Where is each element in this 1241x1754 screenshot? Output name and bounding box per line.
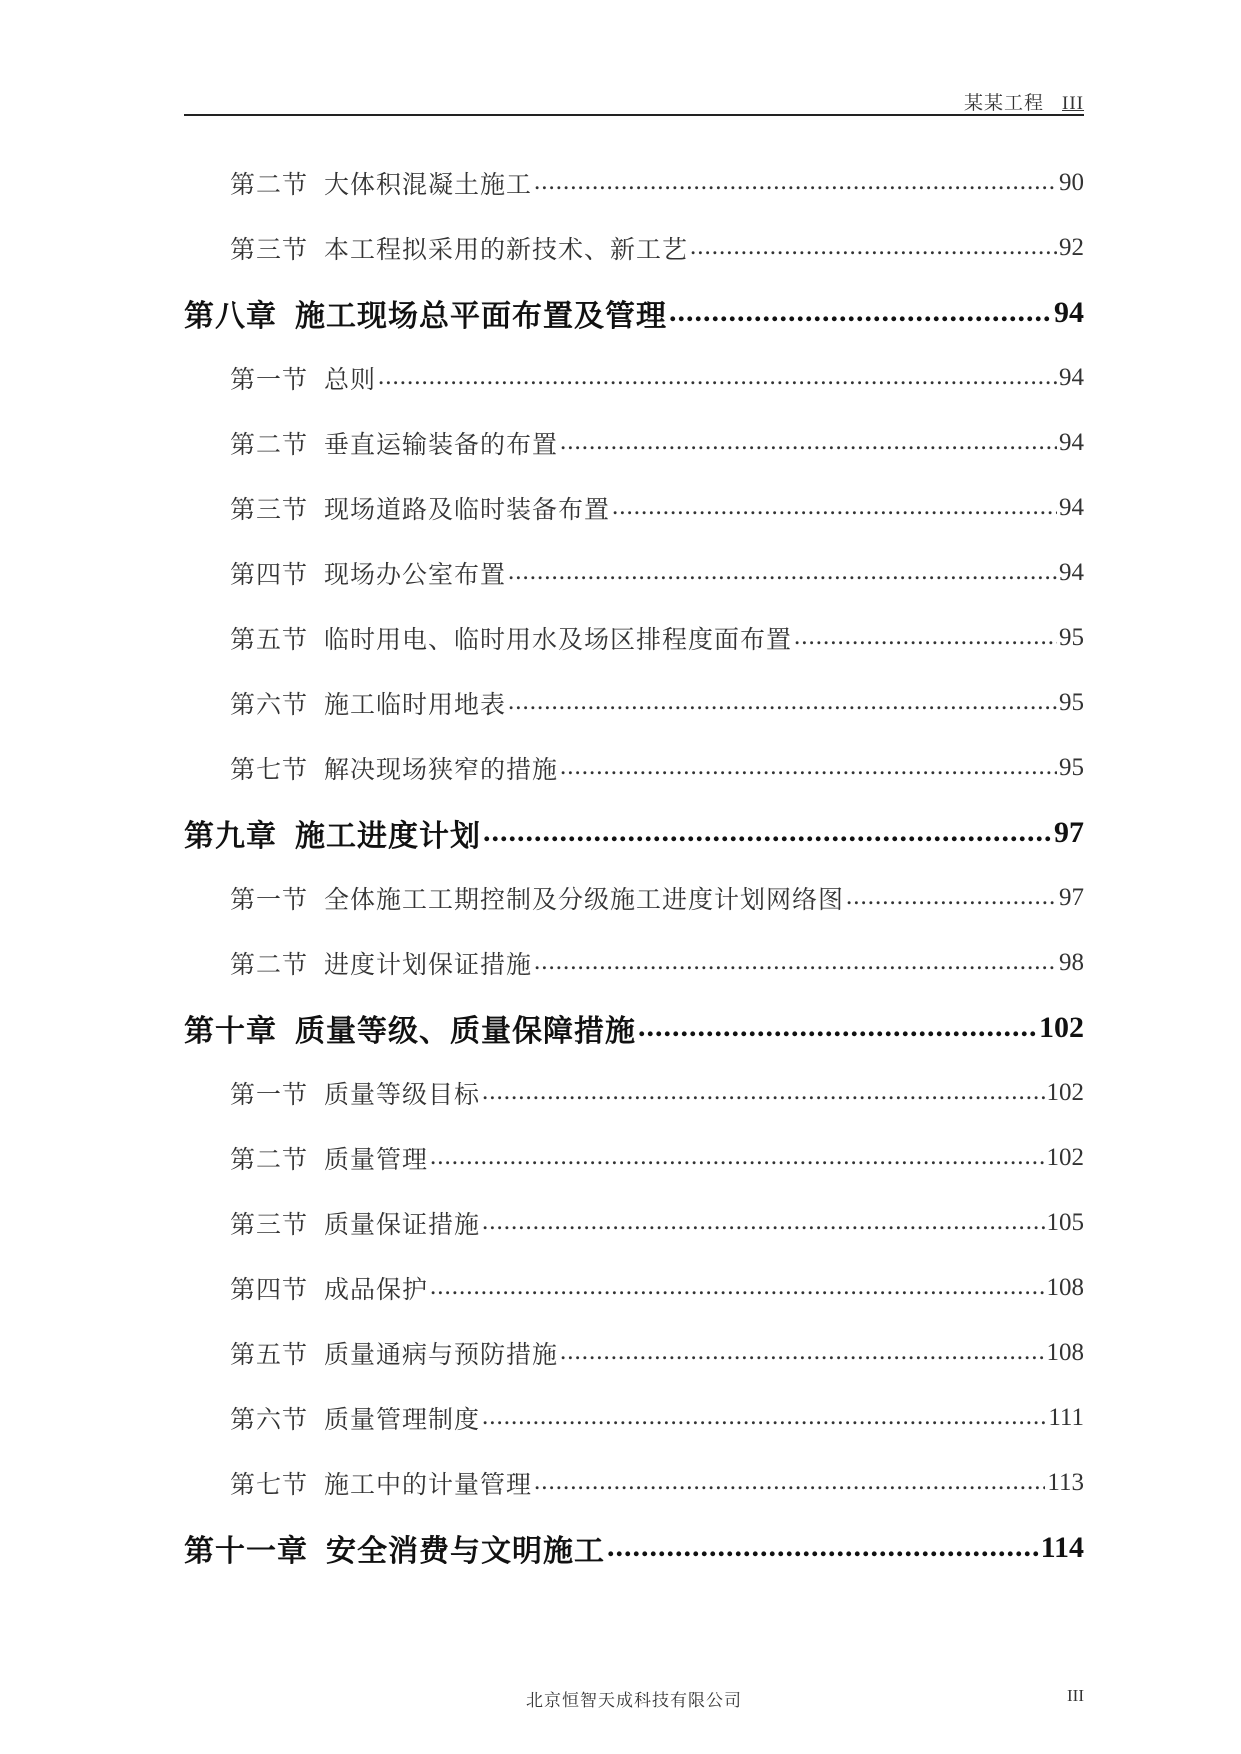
- toc-section-entry[interactable]: [184, 1255, 1084, 1320]
- toc-dot-leader: [638, 1010, 1037, 1045]
- toc-entry-number: 第一节: [230, 364, 309, 394]
- toc-entry-title: 质量等级、质量保障措施: [295, 1013, 636, 1049]
- toc-dot-leader: [508, 688, 1057, 717]
- toc-entry-number: 第二节: [230, 169, 309, 199]
- toc-dot-leader: [612, 493, 1057, 522]
- toc-entry-page-number: 97: [1054, 815, 1084, 849]
- toc-entry-title: 解决现场狭窄的措施: [324, 754, 559, 784]
- toc-dot-leader: [482, 1403, 1046, 1432]
- toc-chapter-entry[interactable]: [184, 995, 1084, 1060]
- toc-entry-number: 第一节: [230, 884, 309, 914]
- toc-entry-number: 第二节: [230, 1144, 309, 1174]
- toc-section-entry[interactable]: [184, 540, 1084, 605]
- toc-entry-page-number: 97: [1059, 883, 1084, 911]
- toc-entry-title: 全体施工工期控制及分级施工进度计划网络图: [324, 884, 845, 914]
- toc-dot-leader: [846, 883, 1057, 912]
- toc-entry-page-number: 94: [1059, 558, 1084, 586]
- toc-entry-number: 第三节: [230, 1209, 309, 1239]
- toc-entry-title: 进度计划保证措施: [324, 949, 533, 979]
- toc-section-entry[interactable]: [184, 1450, 1084, 1515]
- toc-dot-leader: [690, 233, 1057, 262]
- toc-entry-number: 第十章: [184, 1013, 277, 1049]
- toc-entry-page-number: 102: [1039, 1010, 1084, 1044]
- toc-entry-title: 垂直运输装备的布置: [324, 429, 559, 459]
- toc-entry-number: 第六节: [230, 689, 309, 719]
- toc-entry-page-number: 94: [1059, 493, 1084, 521]
- toc-entry-page-number: 98: [1059, 948, 1084, 976]
- toc-section-entry[interactable]: [184, 1060, 1084, 1125]
- toc-section-entry[interactable]: [184, 1320, 1084, 1385]
- toc-section-entry[interactable]: [184, 1125, 1084, 1190]
- toc-section-entry[interactable]: [184, 410, 1084, 475]
- toc-entry-number: 第四节: [230, 1274, 309, 1304]
- toc-section-entry[interactable]: [184, 150, 1084, 215]
- toc-dot-leader: [534, 168, 1057, 197]
- toc-entry-title: 大体积混凝土施工: [324, 169, 533, 199]
- page-header: [184, 80, 1084, 116]
- header-page-number: III: [1062, 93, 1084, 114]
- toc-section-entry[interactable]: [184, 215, 1084, 280]
- toc-entry-title: 现场道路及临时装备布置: [324, 494, 611, 524]
- toc-section-entry[interactable]: [184, 345, 1084, 410]
- toc-entry-title: 质量等级目标: [324, 1079, 481, 1109]
- toc-dot-leader: [607, 1530, 1039, 1565]
- header-title: 某某工程: [964, 92, 1045, 114]
- toc-section-entry[interactable]: [184, 1385, 1084, 1450]
- footer-page-number: III: [1067, 1686, 1084, 1705]
- toc-section-entry[interactable]: [184, 865, 1084, 930]
- toc-dot-leader: [534, 1468, 1045, 1497]
- toc-entry-page-number: 111: [1048, 1403, 1084, 1431]
- toc-dot-leader: [430, 1143, 1044, 1172]
- toc-entry-number: 第四节: [230, 559, 309, 589]
- toc-entry-title: 质量管理制度: [324, 1404, 481, 1434]
- toc-entry-title: 施工临时用地表: [324, 689, 507, 719]
- toc-entry-number: 第六节: [230, 1404, 309, 1434]
- toc-section-entry[interactable]: [184, 475, 1084, 540]
- toc-entry-title: 安全消费与文明施工: [326, 1533, 605, 1569]
- toc-entry-page-number: 105: [1046, 1208, 1084, 1236]
- toc-entry-number: 第三节: [230, 234, 309, 264]
- toc-chapter-entry[interactable]: [184, 280, 1084, 345]
- toc-section-entry[interactable]: [184, 605, 1084, 670]
- page-footer: [184, 1686, 1084, 1716]
- toc-entry-title: 质量管理: [324, 1144, 429, 1174]
- toc-entry-number: 第五节: [230, 1339, 309, 1369]
- toc-entry-page-number: 102: [1046, 1143, 1084, 1171]
- header-rule: [184, 114, 1084, 116]
- toc-entry-page-number: 92: [1059, 233, 1084, 261]
- toc-entry-number: 第二节: [230, 949, 309, 979]
- toc-entry-page-number: 102: [1046, 1078, 1084, 1106]
- toc-entry-number: 第三节: [230, 494, 309, 524]
- table-of-contents: [184, 150, 1084, 1580]
- toc-entry-page-number: 94: [1054, 295, 1084, 329]
- toc-entry-page-number: 95: [1059, 688, 1084, 716]
- footer-company: 北京恒智天成科技有限公司: [526, 1691, 742, 1711]
- toc-entry-title: 施工现场总平面布置及管理: [295, 298, 667, 334]
- toc-dot-leader: [483, 815, 1052, 850]
- toc-dot-leader: [669, 295, 1052, 330]
- toc-entry-title: 现场办公室布置: [324, 559, 507, 589]
- toc-entry-page-number: 114: [1040, 1530, 1084, 1564]
- toc-entry-number: 第五节: [230, 624, 309, 654]
- toc-entry-page-number: 113: [1047, 1468, 1084, 1496]
- toc-entry-title: 质量保证措施: [324, 1209, 481, 1239]
- toc-dot-leader: [482, 1208, 1044, 1237]
- toc-dot-leader: [534, 948, 1057, 977]
- toc-entry-title: 临时用电、临时用水及场区排程度面布置: [324, 624, 793, 654]
- toc-chapter-entry[interactable]: [184, 800, 1084, 865]
- toc-entry-number: 第八章: [184, 298, 277, 334]
- toc-dot-leader: [560, 428, 1057, 457]
- toc-entry-number: 第十一章: [184, 1533, 308, 1569]
- toc-entry-title: 质量通病与预防措施: [324, 1339, 559, 1369]
- toc-entry-number: 第七节: [230, 1469, 309, 1499]
- toc-entry-page-number: 94: [1059, 363, 1084, 391]
- toc-entry-page-number: 95: [1059, 623, 1084, 651]
- toc-entry-title: 成品保护: [324, 1274, 429, 1304]
- toc-dot-leader: [560, 753, 1057, 782]
- toc-dot-leader: [508, 558, 1057, 587]
- toc-entry-number: 第七节: [230, 754, 309, 784]
- toc-entry-title: 施工进度计划: [295, 818, 481, 854]
- toc-entry-page-number: 95: [1059, 753, 1084, 781]
- toc-entry-number: 第二节: [230, 429, 309, 459]
- toc-entry-page-number: 94: [1059, 428, 1084, 456]
- toc-entry-page-number: 90: [1059, 168, 1084, 196]
- toc-entry-number: 第一节: [230, 1079, 309, 1109]
- header-text: [964, 88, 1084, 115]
- toc-entry-page-number: 108: [1046, 1338, 1084, 1366]
- toc-section-entry[interactable]: [184, 670, 1084, 735]
- toc-dot-leader: [794, 623, 1057, 652]
- toc-entry-title: 总则: [324, 364, 377, 394]
- toc-dot-leader: [378, 363, 1057, 392]
- toc-entry-number: 第九章: [184, 818, 277, 854]
- toc-dot-leader: [430, 1273, 1044, 1302]
- toc-entry-title: 施工中的计量管理: [324, 1469, 533, 1499]
- toc-dot-leader: [482, 1078, 1044, 1107]
- toc-entry-page-number: 108: [1046, 1273, 1084, 1301]
- toc-entry-title: 本工程拟采用的新技术、新工艺: [324, 234, 689, 264]
- toc-section-entry[interactable]: [184, 735, 1084, 800]
- toc-chapter-entry[interactable]: [184, 1515, 1084, 1580]
- toc-section-entry[interactable]: [184, 1190, 1084, 1255]
- toc-section-entry[interactable]: [184, 930, 1084, 995]
- toc-dot-leader: [560, 1338, 1044, 1367]
